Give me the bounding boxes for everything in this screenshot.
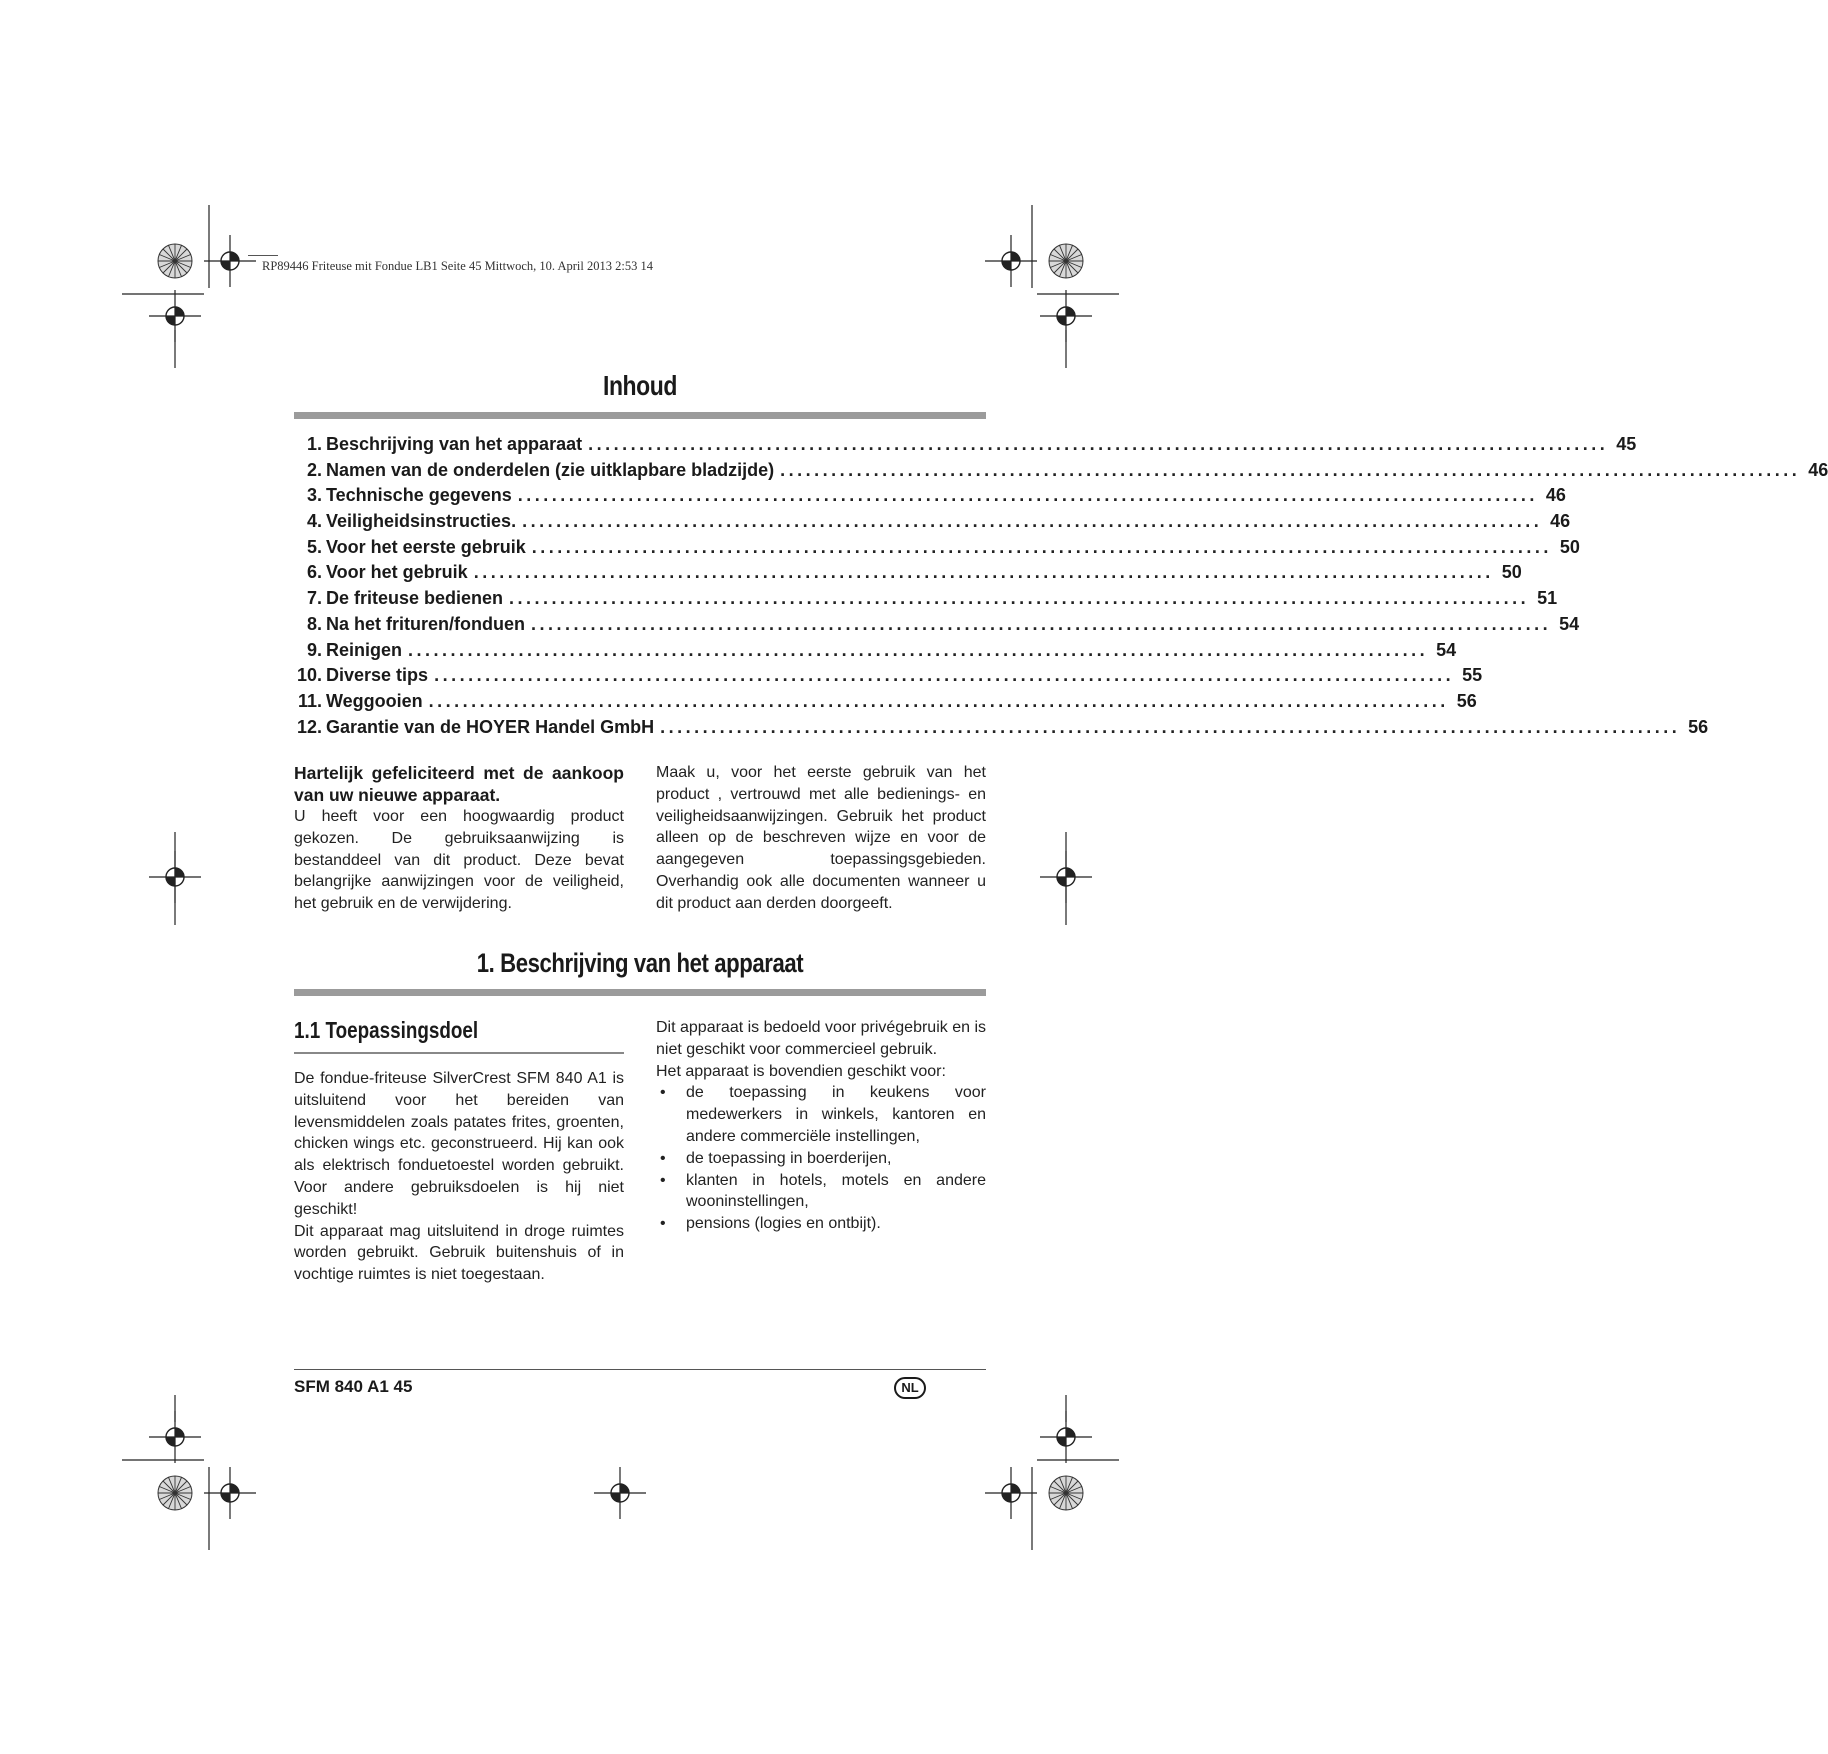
subsection-rule xyxy=(294,1052,624,1054)
usage-bullet-list xyxy=(656,1082,986,1235)
section-title-bar xyxy=(294,989,986,996)
toc-leader-dots: ........................................................................................................................ xyxy=(473,562,1494,583)
toc-number: 7. xyxy=(306,588,322,609)
section-right-paragraph-2: Het apparaat is bovendien geschikt voor: xyxy=(656,1062,946,1080)
toc-title: Voor het gebruik xyxy=(326,562,468,583)
intro-heading: Hartelijk gefeliciteerd met de aankoop van uw nieuwe apparaat. xyxy=(294,763,624,805)
section-left-column xyxy=(294,1068,624,1286)
toc-number: 4. xyxy=(306,511,322,532)
toc-title: Na het frituren/fonduen xyxy=(326,613,525,634)
toc-page-number: 51 xyxy=(1537,588,1558,609)
toc-page-number: 50 xyxy=(1559,536,1580,557)
toc-page-number: 56 xyxy=(1456,690,1477,711)
title-bar xyxy=(294,412,986,419)
toc-page-number: 56 xyxy=(1688,716,1709,737)
toc-leader-dots: ........................................................................................................................ xyxy=(428,690,1449,711)
page-title: Inhoud xyxy=(602,370,678,401)
section-left-paragraph-2: Dit apparaat mag uitsluitend in droge ruimtes worden gebruikt. Gebruik buitenshuis of in vochtige ruimtes is niet toegestaan. xyxy=(294,1222,624,1284)
subsection-title: 1.1 Toepassingsdoel xyxy=(294,1017,479,1043)
toc-entry xyxy=(294,665,1483,691)
toc-title: Beschrijving van het apparaat xyxy=(326,434,583,454)
intro-left-text: U heeft voor een hoogwaardig product gekozen. De gebruiksaanwijzing is bestanddeel van dit product. Deze bevat belangrijke aanwijzingen voor de veiligheid, het gebruik en de verwijdering. xyxy=(294,808,624,913)
toc-entry xyxy=(294,434,1637,460)
list-item: • de toepassing in boerderijen, xyxy=(656,1148,986,1170)
toc-entry xyxy=(294,690,1477,717)
toc-number: 2. xyxy=(306,459,322,480)
list-item: • de toepassing in keukens voor medewerkers in winkels, kantoren en andere commerciële instellingen, xyxy=(656,1082,986,1147)
toc-page-number: 54 xyxy=(1559,613,1580,634)
section-left-paragraph-1: De fondue-friteuse SilverCrest SFM 840 A1 is uitsluitend voor het bereiden van levensmiddelen zoals patates frites, groenten, chicken wings etc. geconstrueerd. Hij kan ook als elektrisch fonduetoestel worden gebruikt. Voor andere gebruiksdoelen is hij niet geschikt! xyxy=(294,1070,624,1218)
section-right-column xyxy=(656,1017,986,1235)
toc-page-number: 55 xyxy=(1462,665,1483,686)
toc-leader-dots: ........................................................................................................................ xyxy=(531,536,1552,557)
toc-entry xyxy=(294,459,1828,486)
toc-number: 10. xyxy=(296,665,322,686)
toc-entry xyxy=(294,639,1457,666)
footer-model-page: SFM 840 A1 45 xyxy=(294,1377,413,1396)
toc-entry xyxy=(294,511,1571,537)
toc-title: De friteuse bedienen xyxy=(326,588,504,609)
toc-entry xyxy=(294,588,1558,614)
toc-title: Technische gegevens xyxy=(326,485,512,506)
toc-leader-dots: ........................................................................................................................ xyxy=(522,511,1543,532)
toc-number: 6. xyxy=(306,562,322,583)
footer-rule xyxy=(294,1369,986,1370)
toc-leader-dots: ........................................................................................................................ xyxy=(434,665,1455,686)
toc-leader-dots: ........................................................................................................................ xyxy=(660,716,1681,737)
toc-title: Veiligheidsinstructies. xyxy=(326,511,517,532)
toc-leader-dots: ........................................................................................................................ xyxy=(780,459,1801,480)
toc-number: 5. xyxy=(306,536,322,557)
print-header-rule xyxy=(248,255,278,256)
toc-number: 12. xyxy=(296,716,322,737)
toc-number: 3. xyxy=(306,485,322,506)
list-item: • pensions (logies en ontbijt). xyxy=(656,1213,986,1235)
section-title: 1. Beschrijving van het apparaat xyxy=(476,948,804,978)
toc-page-number: 45 xyxy=(1616,434,1637,454)
toc-entry xyxy=(294,562,1522,588)
section-right-paragraph-1: Dit apparaat is bedoeld voor privégebruik en is niet geschikt voor commercieel gebruik. xyxy=(656,1019,986,1058)
toc-leader-dots: ........................................................................................................................ xyxy=(531,613,1552,634)
toc-entry xyxy=(294,613,1580,640)
intro-right-text: Maak u, voor het eerste gebruik van het product , vertrouwd met alle bedienings- en veiligheidsaanwijzingen. Gebruik het product alleen op de beschreven wijze en voor de aangegeven toepassingsgebieden. Overhandig ook alle documenten wanneer u dit product aan derden doorgeeft. xyxy=(656,764,986,912)
toc-title: Diverse tips xyxy=(326,665,429,686)
toc-page-number: 46 xyxy=(1550,511,1571,532)
toc-title: Namen van de onderdelen (zie uitklapbare bladzijde) xyxy=(326,459,775,480)
language-badge: NL xyxy=(894,1377,926,1399)
toc-entry xyxy=(294,716,1709,743)
toc-page-number: 54 xyxy=(1436,639,1457,660)
toc-entry xyxy=(294,536,1580,563)
toc-leader-dots: ........................................................................................................................ xyxy=(588,434,1609,454)
table-of-contents xyxy=(294,434,1828,742)
toc-number: 1. xyxy=(306,434,322,454)
toc-number: 9. xyxy=(306,639,322,660)
intro-right-column xyxy=(656,762,986,915)
toc-title: Garantie van de HOYER Handel GmbH xyxy=(326,716,655,737)
toc-leader-dots: ........................................................................................................................ xyxy=(517,485,1538,506)
toc-title: Reinigen xyxy=(326,639,403,660)
toc-page-number: 46 xyxy=(1545,485,1566,506)
intro-left-column xyxy=(294,762,624,915)
toc-title: Weggooien xyxy=(326,690,423,711)
toc-number: 11. xyxy=(297,690,322,711)
toc-leader-dots: ........................................................................................................................ xyxy=(408,639,1429,660)
print-header: RP89446 Friteuse mit Fondue LB1 Seite 45 Mittwoch, 10. April 2013 2:53 14 xyxy=(262,259,653,273)
toc-page-number: 50 xyxy=(1501,562,1522,583)
toc-leader-dots: ........................................................................................................................ xyxy=(509,588,1530,609)
list-item: • klanten in hotels, motels en andere wooninstellingen, xyxy=(656,1170,986,1214)
toc-number: 8. xyxy=(306,613,322,634)
toc-title: Voor het eerste gebruik xyxy=(326,536,526,557)
toc-entry xyxy=(294,485,1566,511)
toc-page-number: 46 xyxy=(1808,459,1828,480)
